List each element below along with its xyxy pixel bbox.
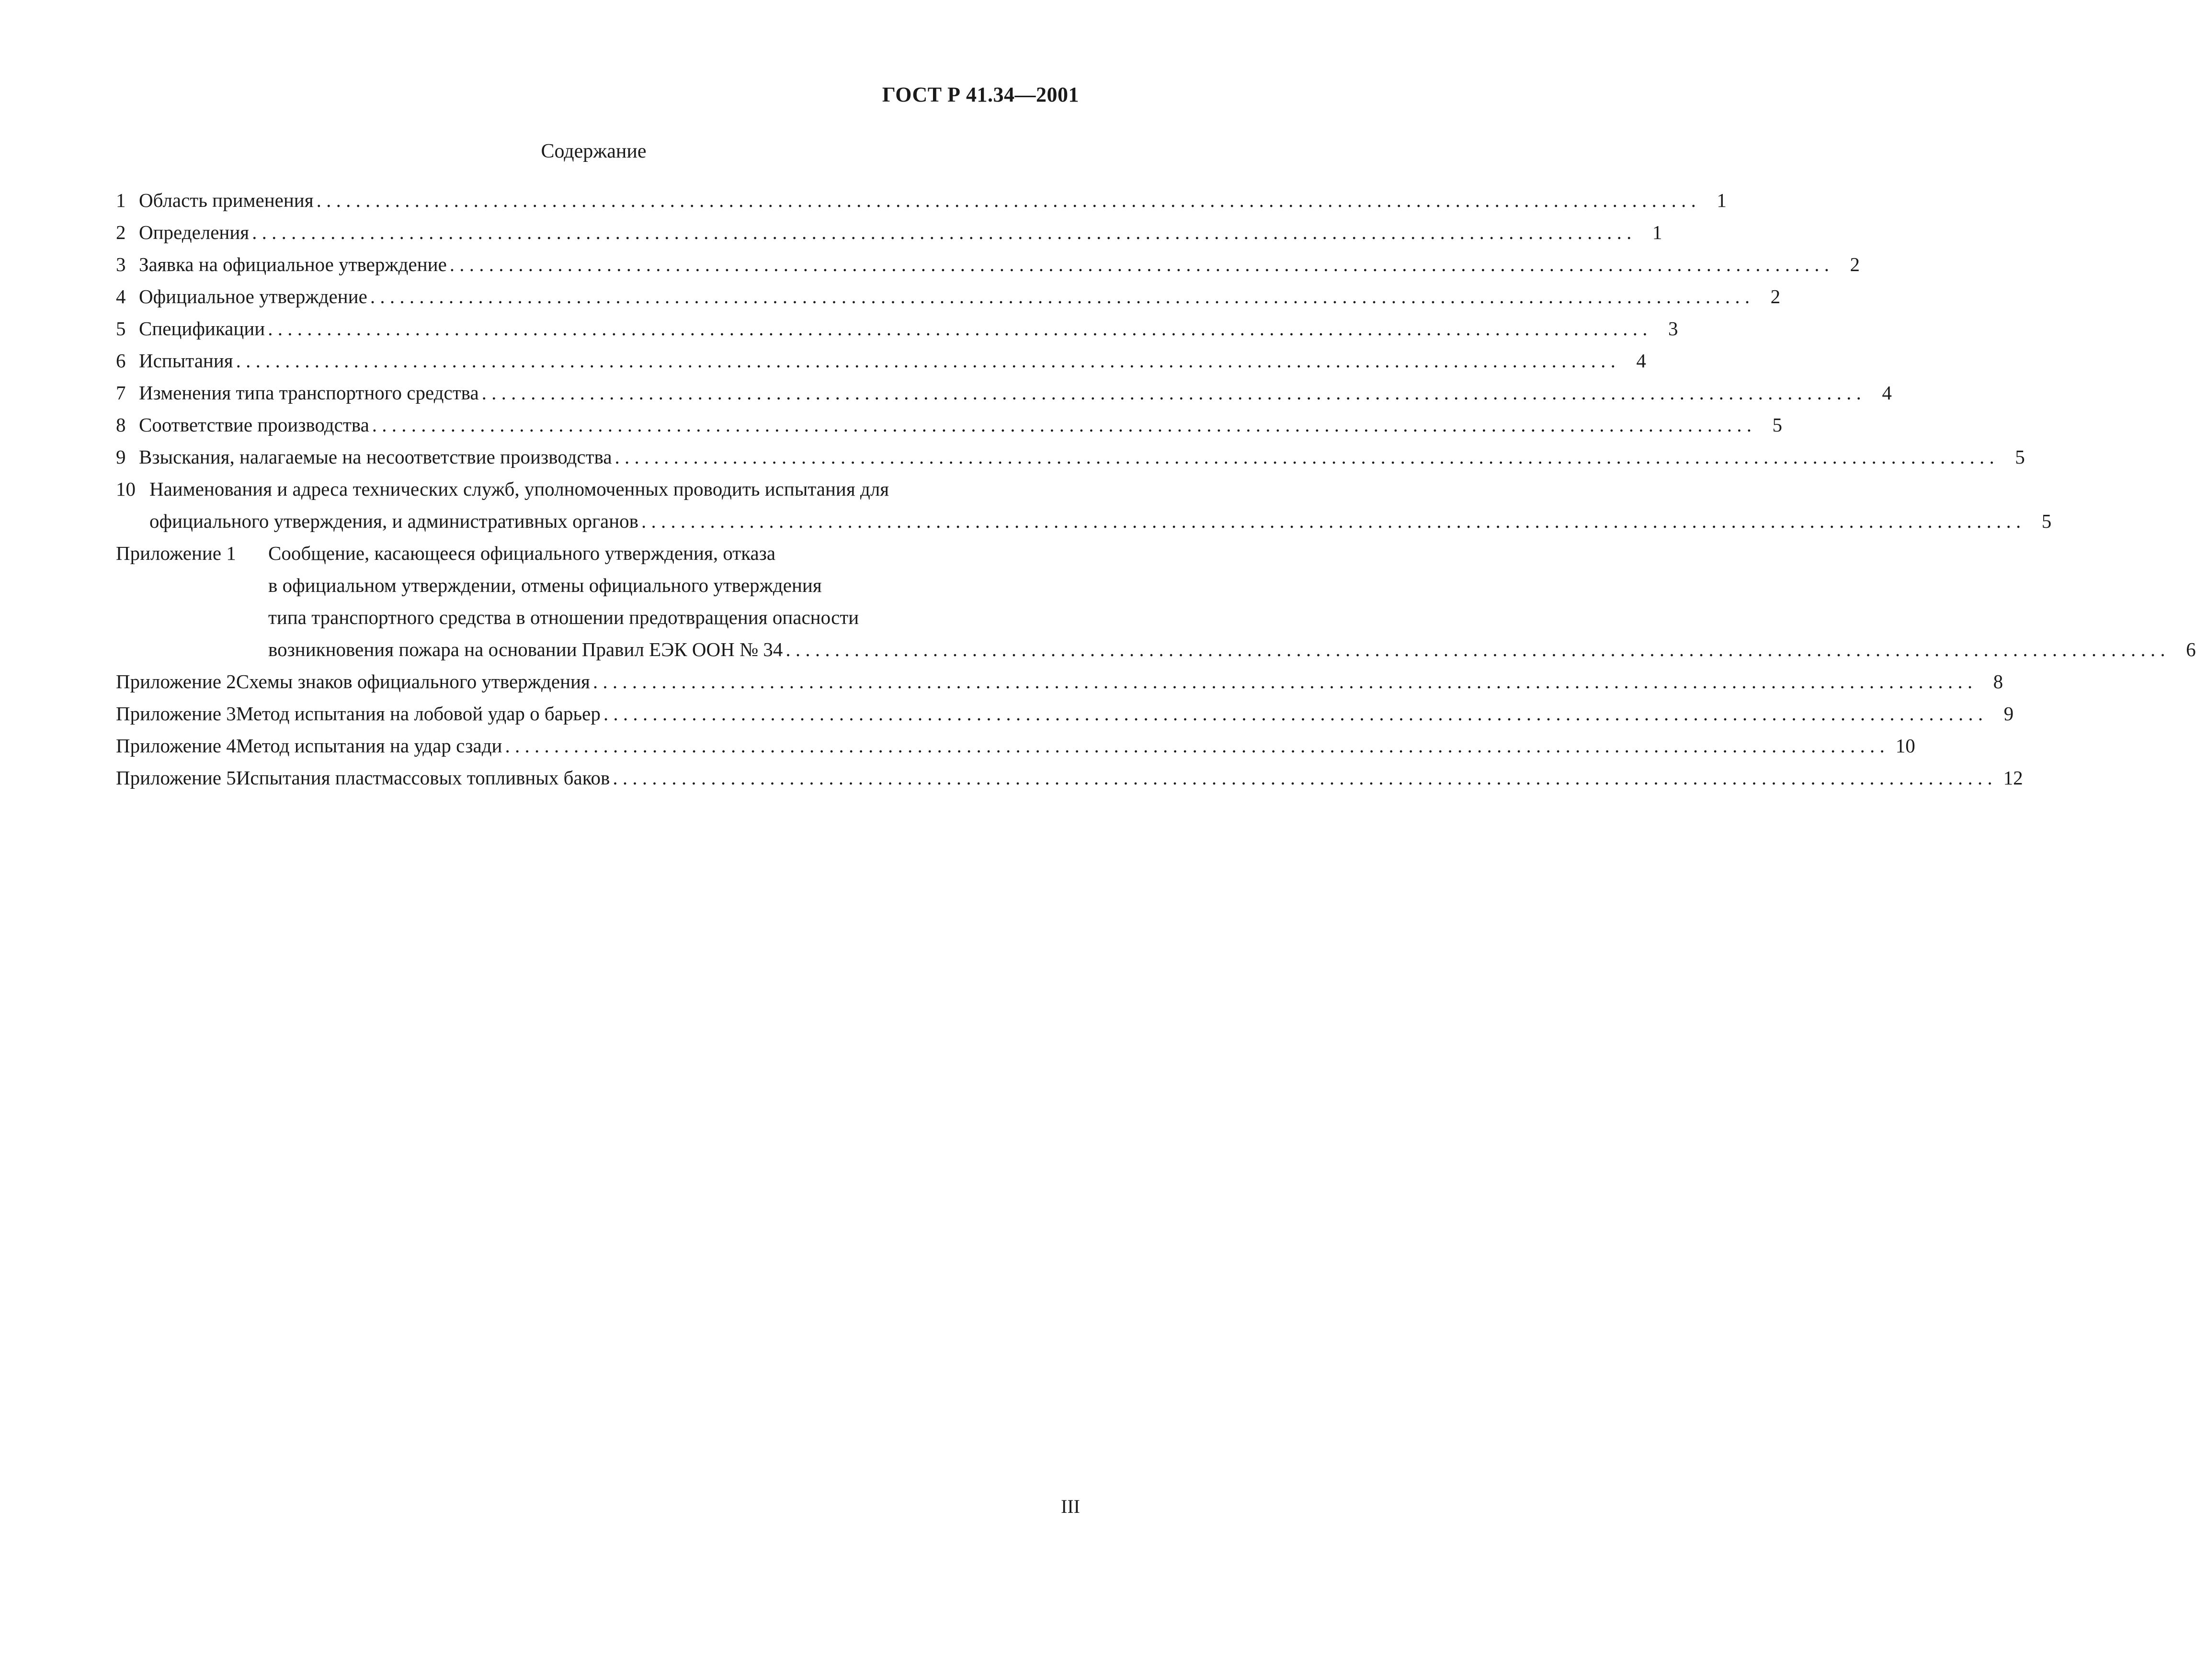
appendix-label: Приложение 4 — [116, 735, 236, 757]
toc-appendix-1-line3[interactable] — [116, 602, 1079, 634]
toc-entry-6[interactable] — [116, 345, 1646, 377]
dot-leader — [641, 505, 2021, 537]
toc-appendix-1-line2[interactable] — [116, 569, 1079, 602]
toc-entry-number: 2 — [116, 221, 126, 243]
toc-appendix-1-line1[interactable] — [116, 537, 1079, 569]
toc-title: Содержание — [541, 140, 647, 162]
dot-leader — [268, 313, 1647, 345]
dot-leader — [482, 377, 1861, 409]
toc-entry-page: 5 — [2041, 510, 2052, 532]
toc-entry-page: 1 — [1652, 221, 1662, 243]
toc-entry-9[interactable] — [116, 441, 2025, 473]
toc-entry-number: 4 — [116, 285, 126, 307]
dot-leader — [613, 762, 1992, 794]
toc-appendix-1-line4[interactable] — [116, 634, 2196, 666]
toc-entry-page: 4 — [1882, 382, 1892, 404]
toc-entry-number: 3 — [116, 253, 126, 275]
toc-entry-text: Спецификации — [139, 318, 265, 340]
toc-entry-page: 2 — [1770, 285, 1781, 307]
appendix-label: Приложение 3 — [116, 703, 236, 725]
toc-entry-text: Сообщение, касающееся официального утверждения, отказа — [268, 542, 776, 564]
toc-entry-text: Схемы знаков официального утверждения — [236, 670, 590, 692]
toc-entry-text: Наименования и адреса технических служб, уполномоченных проводить испытания для — [149, 478, 889, 500]
toc-appendix-4[interactable] — [116, 730, 1915, 762]
dot-leader — [450, 249, 1829, 281]
toc-entry-page: 2 — [1850, 253, 1860, 275]
toc-entry-page: 10 — [1895, 735, 1915, 757]
appendix-label: Приложение 2 — [116, 670, 236, 692]
toc-entry-number: 7 — [116, 382, 126, 404]
dot-leader — [252, 216, 1631, 249]
toc-entry-10-line1[interactable] — [116, 473, 1079, 505]
toc-entry-text: типа транспортного средства в отношении предотвращения опасности — [268, 606, 859, 628]
toc-entry-page: 6 — [2186, 638, 2196, 660]
toc-entry-page: 4 — [1636, 350, 1646, 372]
toc-entry-text: в официальном утверждении, отмены официального утверждения — [268, 574, 822, 596]
toc-entry-text: Метод испытания на удар сзади — [236, 735, 502, 757]
toc-entry-1[interactable] — [116, 184, 1727, 216]
dot-leader — [785, 634, 2165, 666]
dot-leader — [593, 666, 1972, 698]
toc-entry-text: возникновения пожара на основании Правил ЕЭК ООН № 34 — [268, 638, 783, 660]
toc-entry-number: 8 — [116, 414, 126, 436]
dot-leader — [505, 730, 1885, 762]
toc-entry-text: Заявка на официальное утверждение — [139, 253, 447, 275]
toc-entry-text: Метод испытания на лобовой удар о барьер — [236, 703, 601, 725]
toc-entry-number: 9 — [116, 446, 126, 468]
appendix-label: Приложение 1 — [116, 542, 236, 564]
toc-entry-number: 5 — [116, 318, 126, 340]
toc-entry-text: Определения — [139, 221, 250, 243]
toc-entry-text: Взыскания, налагаемые на несоответствие производства — [139, 446, 612, 468]
page-number: III — [1061, 1496, 1080, 1517]
toc-entry-number: 1 — [116, 189, 126, 211]
toc-entry-5[interactable] — [116, 313, 1678, 345]
table-of-contents — [116, 184, 2196, 794]
toc-entry-3[interactable] — [116, 249, 1860, 281]
dot-leader — [317, 184, 1696, 216]
toc-entry-number: 10 — [116, 478, 136, 500]
toc-entry-8[interactable] — [116, 409, 1783, 441]
document-code: ГОСТ Р 41.34—2001 — [882, 83, 1079, 106]
dot-leader — [236, 345, 1616, 377]
toc-appendix-3[interactable] — [116, 698, 2014, 730]
toc-entry-10-line2[interactable] — [116, 505, 2052, 537]
toc-entry-page: 12 — [2003, 767, 2023, 789]
toc-entry-page: 8 — [1993, 670, 2003, 692]
dot-leader — [615, 441, 1994, 473]
toc-appendix-2[interactable] — [116, 666, 2003, 698]
toc-appendix-5[interactable] — [116, 762, 2023, 794]
toc-entry-text: Область применения — [139, 189, 314, 211]
dot-leader — [603, 698, 1983, 730]
toc-entry-page: 1 — [1717, 189, 1727, 211]
toc-entry-7[interactable] — [116, 377, 1892, 409]
dot-leader — [372, 409, 1752, 441]
toc-entry-text: официального утверждения, и административных органов — [149, 510, 638, 532]
toc-entry-2[interactable] — [116, 216, 1662, 249]
toc-entry-page: 5 — [2015, 446, 2025, 468]
toc-entry-text: Изменения типа транспортного средства — [139, 382, 479, 404]
dot-leader — [370, 281, 1750, 313]
appendix-label: Приложение 5 — [116, 767, 236, 789]
toc-entry-text: Испытания — [139, 350, 233, 372]
toc-entry-text: Соответствие производства — [139, 414, 369, 436]
toc-entry-page: 5 — [1772, 414, 1783, 436]
toc-entry-text: Испытания пластмассовых топливных баков — [236, 767, 610, 789]
toc-entry-page: 3 — [1668, 318, 1678, 340]
toc-entry-4[interactable] — [116, 281, 1781, 313]
toc-entry-page: 9 — [2003, 703, 2014, 725]
toc-entry-text: Официальное утверждение — [139, 285, 367, 307]
toc-entry-number: 6 — [116, 350, 126, 372]
